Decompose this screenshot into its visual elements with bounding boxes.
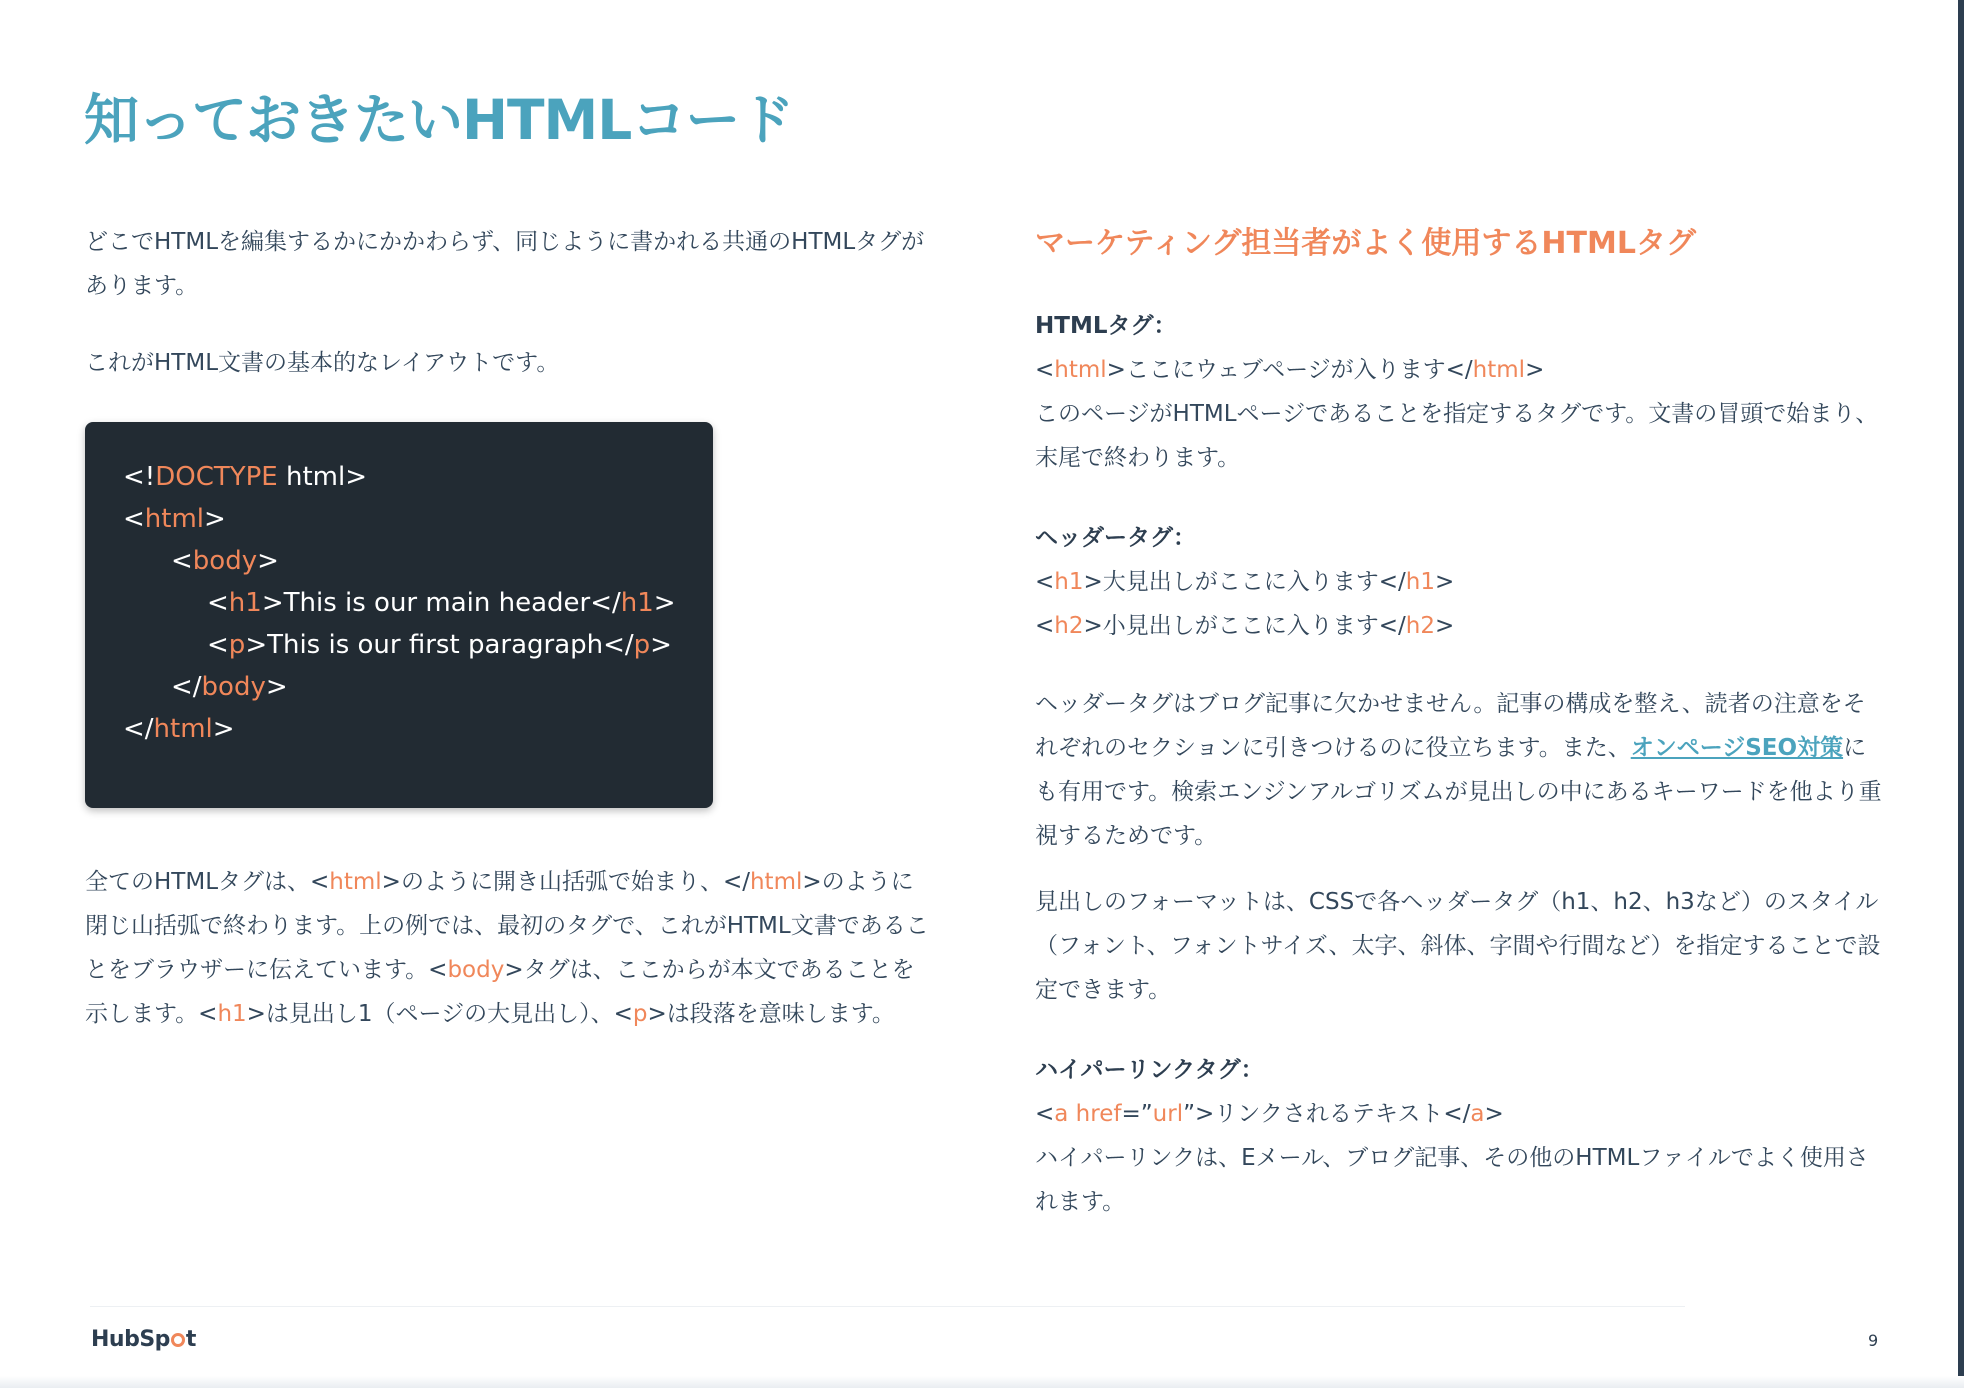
code-punct: < bbox=[1035, 357, 1055, 383]
code-text: >This is our first paragraph</ bbox=[245, 630, 634, 660]
html-tag-description: このページがHTMLページであることを指定するタグです。文書の冒頭で始まり、末尾で終わります。 bbox=[1035, 401, 1879, 471]
logo-text: HubSp bbox=[91, 1327, 170, 1352]
code-punct: =” bbox=[1121, 1101, 1153, 1127]
page-edge bbox=[1958, 0, 1964, 1388]
h1-tag-example bbox=[1035, 560, 1885, 604]
text-run: >のように閉じ山括弧で終わります。上の例では、最初のタグで、これがHTML文書であることをブラウザーに伝えています。< bbox=[85, 869, 929, 983]
inline-tag: a href bbox=[1054, 1101, 1122, 1127]
text-run: にも有用です。検索エンジンアルゴリズムが見出しの中にあるキーワードを他より重視するためです。 bbox=[1035, 735, 1882, 849]
code-punct: > bbox=[650, 630, 672, 660]
left-column bbox=[85, 220, 935, 1036]
code-punct: > bbox=[1435, 613, 1455, 639]
inline-tag: h2 bbox=[1054, 613, 1084, 639]
text-run: >は段落を意味します。 bbox=[647, 1001, 895, 1027]
code-line-p bbox=[123, 624, 713, 666]
html-tag-example bbox=[1035, 348, 1885, 392]
inline-tag: html bbox=[1054, 357, 1107, 383]
intro-paragraph-2: これがHTML文書の基本的なレイアウトです。 bbox=[85, 350, 560, 376]
sprocket-icon bbox=[171, 1333, 185, 1347]
page-number: 9 bbox=[1868, 1331, 1879, 1350]
code-punct: < bbox=[207, 630, 229, 660]
text-run: >ここにウェブページが入ります</ bbox=[1106, 357, 1473, 383]
hyperlink-tag-label: ハイパーリンクタグ： bbox=[1035, 1057, 1264, 1083]
code-punct: > bbox=[265, 672, 288, 702]
inline-tag: a bbox=[1470, 1101, 1485, 1127]
code-punct: > bbox=[653, 588, 676, 618]
code-punct: </ bbox=[123, 714, 154, 744]
code-line-body-open bbox=[123, 540, 713, 582]
code-punct: <! bbox=[123, 462, 156, 492]
code-punct: > bbox=[1484, 1101, 1504, 1127]
page-bottom-shadow bbox=[0, 1376, 1964, 1388]
code-punct: < bbox=[1035, 569, 1055, 595]
text-run: >のように開き山括弧で始まり、</ bbox=[381, 869, 750, 895]
inline-tag: h1 bbox=[1054, 569, 1084, 595]
code-punct: > bbox=[1435, 569, 1455, 595]
code-tag: h1 bbox=[228, 588, 262, 618]
code-punct: > bbox=[1525, 357, 1545, 383]
inline-tag: h1 bbox=[217, 1001, 247, 1027]
code-punct: < bbox=[1035, 613, 1055, 639]
code-punct: > bbox=[204, 504, 226, 534]
footer-divider bbox=[90, 1306, 1685, 1307]
intro-paragraph-1: どこでHTMLを編集するかにかかわらず、同じように書かれる共通のHTMLタグがあります。 bbox=[85, 229, 925, 299]
h2-tag-example bbox=[1035, 604, 1885, 648]
code-line-html-open bbox=[123, 498, 713, 540]
hyperlink-tag-example bbox=[1035, 1092, 1885, 1136]
onpage-seo-link[interactable]: オンページSEO対策 bbox=[1630, 735, 1844, 761]
code-tag: body bbox=[201, 672, 266, 702]
code-text: >This is our main header</ bbox=[261, 588, 621, 618]
code-line-html-close bbox=[123, 708, 713, 750]
code-punct: < bbox=[171, 546, 193, 576]
text-run: >タグは、ここからが本文であることを示します。< bbox=[85, 957, 915, 1027]
tag-explanation-paragraph bbox=[85, 860, 935, 1036]
code-punct: < bbox=[1035, 1101, 1055, 1127]
code-line-body-close bbox=[123, 666, 713, 708]
inline-tag: body bbox=[447, 957, 505, 983]
header-format-paragraph: 見出しのフォーマットは、CSSで各ヘッダータグ（h1、h2、h3など）のスタイル（フォント、フォントサイズ、太字、斜体、字間や行間など）を指定することで設定できます。 bbox=[1035, 889, 1881, 1003]
code-tag: html bbox=[144, 504, 205, 534]
text-run: ”>リンクされるテキスト</ bbox=[1183, 1101, 1471, 1127]
code-line-h1 bbox=[123, 582, 713, 624]
inline-tag: html bbox=[329, 869, 382, 895]
inline-tag: h2 bbox=[1405, 613, 1436, 639]
page-title: 知っておきたいHTMLコード bbox=[84, 88, 794, 152]
code-punct: > bbox=[257, 546, 279, 576]
html-tag-label: HTMLタグ： bbox=[1035, 313, 1177, 339]
code-punct: > bbox=[212, 714, 235, 744]
text-run: 全てのHTMLタグは、< bbox=[85, 869, 330, 895]
code-punct: < bbox=[123, 504, 145, 534]
code-tag: p bbox=[633, 630, 651, 660]
header-tag-paragraph bbox=[1035, 682, 1885, 858]
code-tag: p bbox=[228, 630, 246, 660]
code-keyword: DOCTYPE bbox=[155, 462, 278, 492]
code-line-doctype bbox=[123, 456, 713, 498]
section-subtitle: マーケティング担当者がよく使用するHTMLタグ bbox=[1035, 226, 1696, 261]
inline-tag: h1 bbox=[1405, 569, 1436, 595]
header-tag-label: ヘッダータグ： bbox=[1035, 525, 1196, 551]
hyperlink-tag-description: ハイパーリンクは、Eメール、ブログ記事、その他のHTMLファイルでよく使用されます。 bbox=[1035, 1145, 1869, 1215]
code-example-block bbox=[85, 422, 713, 808]
text-run: ヘッダータグはブログ記事に欠かせません。記事の構成を整え、読者の注意をそれぞれのセクションに引きつけるのに役立ちます。また、 bbox=[1035, 691, 1866, 761]
text-run: >小見出しがここに入ります</ bbox=[1083, 613, 1406, 639]
logo-text: t bbox=[185, 1327, 196, 1352]
code-punct: < bbox=[207, 588, 229, 618]
text-run: >は見出し1（ページの大見出し）、< bbox=[246, 1001, 633, 1027]
code-tag: html bbox=[153, 714, 213, 744]
inline-tag: p bbox=[632, 1001, 648, 1027]
code-tag: h1 bbox=[620, 588, 654, 618]
code-punct: html> bbox=[277, 462, 368, 492]
code-punct: </ bbox=[171, 672, 202, 702]
inline-tag: html bbox=[749, 869, 803, 895]
code-tag: body bbox=[192, 546, 258, 576]
hubspot-logo bbox=[91, 1327, 196, 1352]
text-run: >大見出しがここに入ります</ bbox=[1083, 569, 1406, 595]
inline-tag: url bbox=[1152, 1101, 1184, 1127]
right-column bbox=[1035, 222, 1885, 1224]
inline-tag: html bbox=[1472, 357, 1526, 383]
